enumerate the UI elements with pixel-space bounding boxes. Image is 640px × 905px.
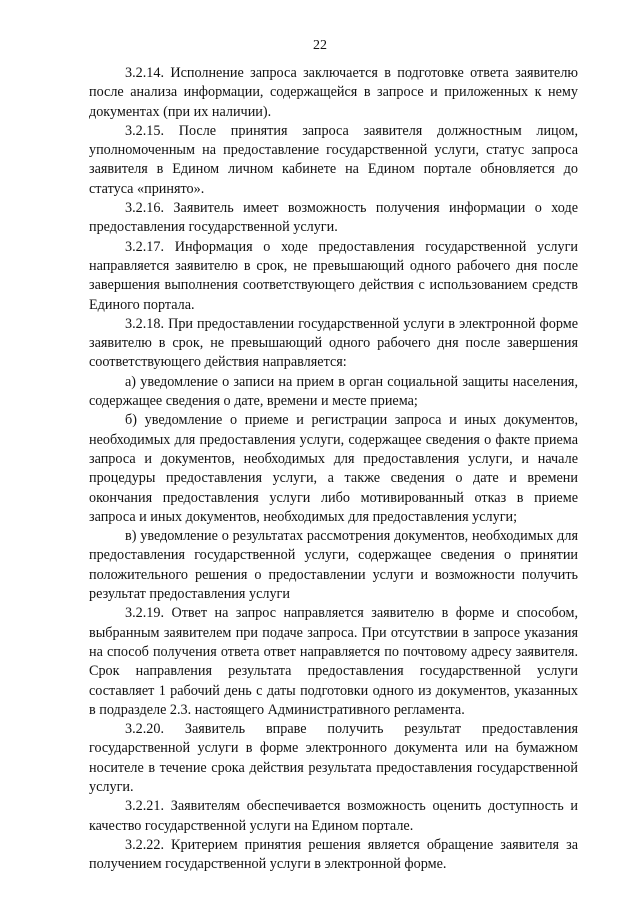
- paragraph-3-2-14: 3.2.14. Исполнение запроса заключается в подготовке ответа заявителю после анализа информации, содержащейся в запросе и приложенных к нему документах (при их наличии).: [89, 65, 578, 120]
- paragraph-3-2-19: 3.2.19. Ответ на запрос направляется заявителю в форме и способом, выбранным заявителем при подаче запроса. При отсутствии в запросе указания на способ получения ответа ответ направляется по почтовому адресу заявителя. Срок направления результата предоставления государственной услуги составляет 1 рабочий день с даты подготовки одного из документов, указанных в подразделе 2.3. настоящего Административного регламента.: [89, 605, 578, 718]
- document-body: [89, 64, 578, 874]
- paragraph-3-2-17: 3.2.17. Информация о ходе предоставления государственной услуги направляется заявителю в срок, не превышающий одного рабочего дня после завершения выполнения соответствующего действия с использованием средств Единого портала.: [89, 238, 578, 313]
- paragraph-3-2-21: 3.2.21. Заявителям обеспечивается возможность оценить доступность и качество государственной услуги на Едином портале.: [89, 798, 578, 834]
- paragraph-3-2-20: 3.2.20. Заявитель вправе получить результат предоставления государственной услуги в форме электронного документа или на бумажном носителе в течение срока действия результата предоставления государственной услуги.: [89, 721, 578, 795]
- paragraph-3-2-22: 3.2.22. Критерием принятия решения является обращение заявителя за получением государственной услуги в электронной форме.: [89, 836, 578, 873]
- list-item-v: в) уведомление о результатах рассмотрения документов, необходимых для предоставления государственной услуги, содержащее сведения о принятии положительного решения о предоставлении услуги и возможности получить результат предоставления услуги: [89, 528, 578, 603]
- list-item-a: а) уведомление о записи на прием в орган социальной защиты населения, содержащее сведения о дате, времени и месте приема;: [89, 373, 578, 410]
- paragraph-3-2-18: 3.2.18. При предоставлении государственной услуги в электронной форме заявителю в срок, не превышающий одного рабочего дня после завершения соответствующего действия направляется:: [89, 315, 578, 371]
- list-item-b: б) уведомление о приеме и регистрации запроса и иных документов, необходимых для предоставления услуги, содержащее сведения о факте приема запроса и документов, необходимых для предоставления услуги, и начале процедуры предоставления услуги, а также сведения о дате и времени окончания предоставления услуги либо мотивированный отказ в приеме запроса и иных документов, необходимых для предоставления услуги;: [89, 412, 578, 525]
- page-number: 22: [313, 38, 327, 53]
- paragraph-3-2-16: 3.2.16. Заявитель имеет возможность получения информации о ходе предоставления государственной услуги.: [89, 200, 578, 236]
- paragraph-3-2-15: 3.2.15. После принятия запроса заявителя должностным лицом, уполномоченным на предоставление государственной услуги, статус запроса заявителя в Едином личном кабинете на Едином портале обновляется до статуса «принято».: [89, 122, 578, 197]
